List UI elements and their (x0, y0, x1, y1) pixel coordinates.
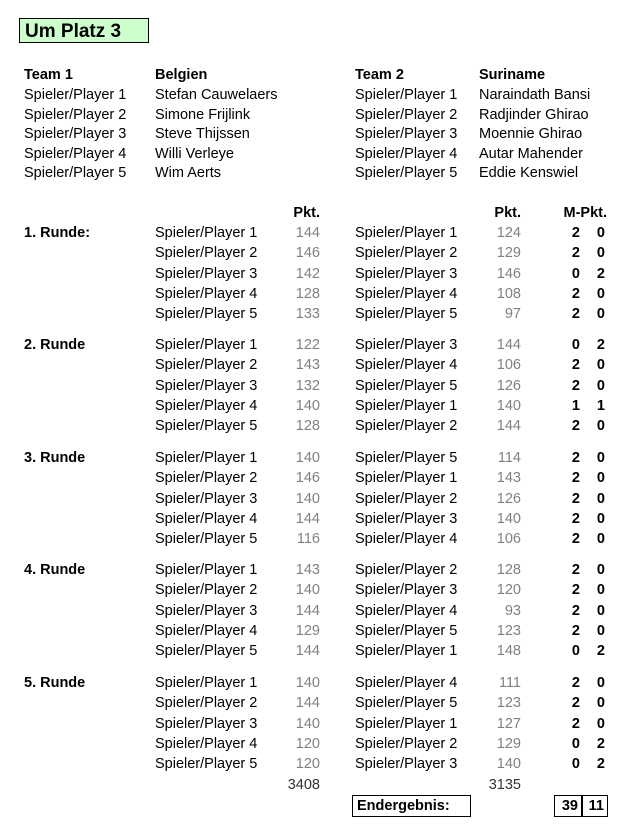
game-team2-score: 148 (496, 643, 521, 660)
game-mpkt-team1: 2 (571, 675, 580, 691)
team1-player-name: Simone Frijlink (155, 106, 251, 123)
game-mpkt-team1: 0 (571, 756, 580, 773)
team2-player-slot: Spieler/Player 5 (355, 165, 458, 181)
game-mpkt-team2: 2 (596, 643, 605, 660)
game-team2-score: 144 (496, 337, 521, 353)
game-team2-player: Spieler/Player 4 (355, 357, 458, 374)
game-team1-score: 140 (295, 397, 320, 414)
game-team1-player: Spieler/Player 3 (155, 265, 258, 282)
game-team1-score: 144 (295, 695, 320, 712)
game-team2-player: Spieler/Player 3 (355, 265, 458, 282)
game-team2-score: 123 (496, 622, 521, 639)
game-mpkt-team2: 0 (596, 490, 605, 507)
team2-player-slot: Spieler/Player 4 (355, 145, 458, 162)
team1-player-name: Stefan Cauwelaers (155, 87, 278, 103)
game-team2-player: Spieler/Player 2 (355, 562, 458, 578)
team2-country: Suriname (479, 67, 546, 83)
game-mpkt-team2: 0 (596, 675, 605, 691)
game-team2-score: 108 (496, 285, 521, 302)
game-team1-score: 146 (295, 470, 320, 487)
team2-player-slot: Spieler/Player 2 (355, 106, 458, 123)
game-mpkt-team1: 2 (571, 418, 580, 435)
game-team2-score: 140 (496, 397, 521, 414)
game-mpkt-team2: 0 (596, 531, 605, 548)
round-label: 5. Runde (24, 675, 86, 691)
game-team2-player: Spieler/Player 2 (355, 735, 458, 752)
game-team1-player: Spieler/Player 1 (155, 562, 258, 578)
game-mpkt-team2: 2 (596, 735, 605, 752)
game-team1-score: 140 (295, 450, 320, 466)
game-team2-player: Spieler/Player 4 (355, 285, 458, 302)
game-team1-player: Spieler/Player 3 (155, 377, 258, 394)
page-title: Um Platz 3 (19, 18, 149, 43)
team2-player-name: Eddie Kenswiel (479, 165, 579, 181)
team1-player-slot: Spieler/Player 1 (24, 87, 127, 103)
game-team2-player: Spieler/Player 5 (355, 377, 458, 394)
game-mpkt-team1: 2 (571, 245, 580, 262)
team1-player-slot: Spieler/Player 3 (24, 126, 127, 142)
game-mpkt-team1: 0 (571, 337, 580, 353)
game-team2-score: 129 (496, 735, 521, 752)
game-team2-score: 126 (496, 377, 521, 394)
game-mpkt-team1: 0 (571, 643, 580, 660)
game-mpkt-team1: 2 (571, 562, 580, 578)
game-mpkt-team2: 0 (596, 245, 605, 262)
final-mpkt-team2: 11 (582, 795, 608, 817)
game-mpkt-team2: 0 (596, 418, 605, 435)
game-team1-player: Spieler/Player 3 (155, 715, 258, 732)
game-mpkt-team1: 2 (571, 622, 580, 639)
game-mpkt-team1: 2 (571, 470, 580, 487)
game-mpkt-team1: 2 (571, 695, 580, 712)
team2-player-slot: Spieler/Player 3 (355, 126, 458, 142)
team1-player-slot: Spieler/Player 4 (24, 145, 127, 162)
game-team2-player: Spieler/Player 5 (355, 306, 458, 323)
game-team1-player: Spieler/Player 1 (155, 675, 258, 691)
game-mpkt-team2: 0 (596, 715, 605, 732)
game-team1-player: Spieler/Player 2 (155, 582, 258, 599)
game-team2-player: Spieler/Player 3 (355, 582, 458, 599)
game-mpkt-team2: 0 (596, 357, 605, 374)
team2-player-name: Naraindath Bansi (479, 87, 591, 103)
game-mpkt-team2: 0 (596, 377, 605, 394)
game-team1-score: 146 (295, 245, 320, 262)
game-mpkt-team2: 1 (596, 397, 605, 414)
game-team1-player: Spieler/Player 4 (155, 622, 258, 639)
game-team2-player: Spieler/Player 4 (355, 531, 458, 548)
mpkt-header: M-Pkt. (563, 205, 607, 221)
game-team2-player: Spieler/Player 5 (355, 695, 458, 712)
game-team2-score: 126 (496, 490, 521, 507)
game-team2-player: Spieler/Player 2 (355, 418, 458, 435)
round-label: 4. Runde (24, 562, 86, 578)
team1-country: Belgien (155, 67, 208, 83)
game-team2-player: Spieler/Player 2 (355, 245, 458, 262)
game-team1-score: 132 (295, 377, 320, 394)
game-team1-player: Spieler/Player 3 (155, 602, 258, 619)
game-team2-score: 106 (496, 531, 521, 548)
game-team1-player: Spieler/Player 5 (155, 643, 258, 660)
game-mpkt-team1: 2 (571, 715, 580, 732)
game-team2-player: Spieler/Player 4 (355, 602, 458, 619)
game-team2-player: Spieler/Player 3 (355, 337, 458, 353)
game-mpkt-team2: 0 (596, 470, 605, 487)
game-team1-score: 140 (295, 675, 320, 691)
game-team1-score: 133 (295, 306, 320, 323)
game-mpkt-team1: 2 (571, 285, 580, 302)
game-team1-score: 144 (295, 225, 320, 241)
game-team2-player: Spieler/Player 3 (355, 756, 458, 773)
game-team1-score: 129 (295, 622, 320, 639)
game-team1-player: Spieler/Player 4 (155, 285, 258, 302)
game-team1-score: 140 (295, 490, 320, 507)
pkt-header-team2: Pkt. (494, 205, 521, 221)
team1-player-slot: Spieler/Player 5 (24, 165, 127, 181)
team2-label: Team 2 (355, 67, 404, 83)
final-label: Endergebnis: (352, 795, 471, 817)
game-team2-score: 114 (497, 450, 521, 466)
game-team1-player: Spieler/Player 5 (155, 418, 258, 435)
round-label: 2. Runde (24, 337, 86, 353)
game-team2-score: 128 (496, 562, 521, 578)
game-team1-score: 142 (295, 265, 320, 282)
game-mpkt-team1: 1 (571, 397, 580, 414)
game-team1-score: 144 (295, 643, 320, 660)
game-team2-score: 146 (496, 265, 521, 282)
game-team2-score: 140 (496, 510, 521, 527)
team2-player-name: Radjinder Ghirao (479, 106, 589, 123)
game-mpkt-team2: 0 (596, 582, 605, 599)
game-mpkt-team1: 2 (571, 602, 580, 619)
game-team1-score: 140 (295, 715, 320, 732)
game-mpkt-team1: 2 (571, 490, 580, 507)
team2-player-slot: Spieler/Player 1 (355, 87, 458, 103)
game-team1-player: Spieler/Player 2 (155, 695, 258, 712)
game-team2-score: 120 (496, 582, 521, 599)
team2-player-name: Moennie Ghirao (479, 126, 583, 142)
game-team1-score: 122 (295, 337, 320, 353)
game-mpkt-team2: 0 (596, 562, 605, 578)
game-team1-player: Spieler/Player 4 (155, 397, 258, 414)
game-team2-score: 140 (496, 756, 521, 773)
game-mpkt-team2: 0 (596, 285, 605, 302)
game-mpkt-team2: 0 (596, 622, 605, 639)
game-mpkt-team2: 0 (596, 225, 605, 241)
game-team1-score: 143 (295, 357, 320, 374)
game-mpkt-team2: 2 (596, 265, 605, 282)
game-team1-score: 120 (295, 756, 320, 773)
game-team1-player: Spieler/Player 5 (155, 756, 258, 773)
game-team2-player: Spieler/Player 5 (355, 622, 458, 639)
round-label: 3. Runde (24, 450, 86, 466)
game-team2-player: Spieler/Player 4 (355, 675, 458, 691)
round-label: 1. Runde: (24, 225, 91, 241)
game-mpkt-team2: 0 (596, 450, 605, 466)
game-team2-player: Spieler/Player 1 (355, 643, 458, 660)
game-team1-player: Spieler/Player 1 (155, 450, 258, 466)
game-team1-player: Spieler/Player 2 (155, 357, 258, 374)
game-team1-score: 128 (295, 418, 320, 435)
game-mpkt-team1: 2 (571, 377, 580, 394)
game-mpkt-team2: 0 (596, 510, 605, 527)
team1-player-name: Steve Thijssen (155, 126, 250, 142)
game-mpkt-team2: 0 (596, 695, 605, 712)
total-team2: 3135 (488, 777, 521, 793)
game-team1-score: 120 (295, 735, 320, 752)
game-team2-score: 124 (496, 225, 521, 241)
game-team2-player: Spieler/Player 1 (355, 470, 458, 487)
game-team1-player: Spieler/Player 1 (155, 225, 258, 241)
game-team1-player: Spieler/Player 3 (155, 490, 258, 507)
game-team2-score: 144 (496, 418, 521, 435)
team1-player-name: Wim Aerts (155, 165, 222, 181)
game-team2-player: Spieler/Player 5 (355, 450, 458, 466)
team2-player-name: Autar Mahender (479, 145, 583, 162)
game-mpkt-team1: 2 (571, 306, 580, 323)
game-mpkt-team1: 2 (571, 450, 580, 466)
game-team1-score: 128 (295, 285, 320, 302)
game-team1-player: Spieler/Player 2 (155, 470, 258, 487)
game-mpkt-team1: 0 (571, 735, 580, 752)
team1-player-name: Willi Verleye (155, 145, 234, 162)
game-team2-score: 127 (496, 715, 521, 732)
game-team2-score: 97 (504, 306, 521, 323)
game-mpkt-team1: 2 (571, 531, 580, 548)
game-mpkt-team2: 0 (596, 306, 605, 323)
game-team1-score: 144 (295, 602, 320, 619)
total-team1: 3408 (287, 777, 320, 793)
game-mpkt-team1: 2 (571, 225, 580, 241)
game-team2-player: Spieler/Player 1 (355, 225, 458, 241)
game-team1-player: Spieler/Player 5 (155, 531, 258, 548)
game-team1-score: 140 (295, 582, 320, 599)
game-mpkt-team1: 2 (571, 510, 580, 527)
game-team1-player: Spieler/Player 4 (155, 735, 258, 752)
game-team2-score: 129 (496, 245, 521, 262)
game-team1-player: Spieler/Player 2 (155, 245, 258, 262)
team1-label: Team 1 (24, 67, 73, 83)
game-team2-player: Spieler/Player 1 (355, 715, 458, 732)
pkt-header-team1: Pkt. (293, 205, 320, 221)
game-team2-score: 93 (504, 602, 521, 619)
team1-player-slot: Spieler/Player 2 (24, 106, 127, 123)
game-mpkt-team1: 2 (571, 582, 580, 599)
game-mpkt-team1: 2 (571, 357, 580, 374)
game-team2-score: 143 (496, 470, 521, 487)
game-team1-score: 144 (295, 510, 320, 527)
game-team2-player: Spieler/Player 3 (355, 510, 458, 527)
game-team1-player: Spieler/Player 4 (155, 510, 258, 527)
game-mpkt-team1: 0 (571, 265, 580, 282)
game-team2-player: Spieler/Player 1 (355, 397, 458, 414)
game-team1-player: Spieler/Player 1 (155, 337, 258, 353)
game-mpkt-team2: 2 (596, 337, 605, 353)
game-team1-score: 143 (295, 562, 320, 578)
game-team2-score: 123 (496, 695, 521, 712)
game-mpkt-team2: 2 (596, 756, 605, 773)
final-mpkt-team1: 39 (554, 795, 582, 817)
game-team1-score: 116 (296, 531, 320, 548)
game-team1-player: Spieler/Player 5 (155, 306, 258, 323)
game-mpkt-team2: 0 (596, 602, 605, 619)
game-team2-player: Spieler/Player 2 (355, 490, 458, 507)
game-team2-score: 111 (498, 675, 521, 691)
game-team2-score: 106 (496, 357, 521, 374)
